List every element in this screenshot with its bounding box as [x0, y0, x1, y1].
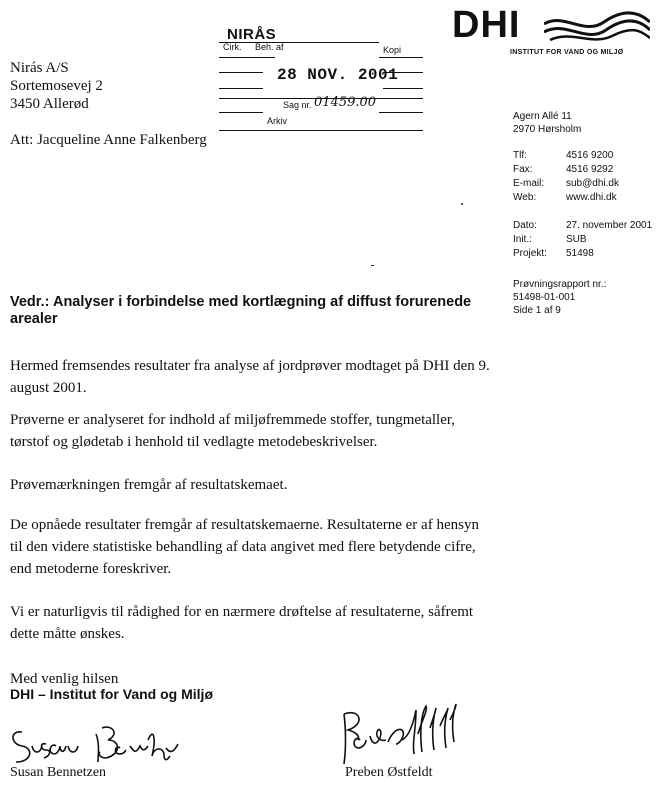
stamp-divider — [219, 130, 423, 131]
stamp-divider — [219, 112, 263, 113]
dhi-logo — [452, 6, 652, 62]
handwritten-signature-1 — [8, 722, 198, 768]
stamp-divider — [379, 112, 423, 113]
stamp-case-label: Sag nr. — [283, 100, 312, 110]
sender-city: 2970 Hørsholm — [513, 124, 582, 135]
closing-greeting: Med venlig hilsen — [10, 671, 119, 687]
subject-line-1: Vedr.: Analyser i forbindelse med kortlægning af diffust forurenede — [10, 294, 472, 310]
body-paragraph-2: Prøverne er analyseret for indhold af miljøfremmede stoffer, tungmetaller, tørstof og glødetab i henhold til vedlagte metodebeskrivelser. — [10, 412, 456, 450]
closing-organization: DHI – Institut for Vand og Miljø — [10, 686, 213, 702]
stamp-divider — [383, 88, 423, 89]
stamp-date: 28 NOV. 2001 — [277, 66, 399, 84]
meta-row-project: Projekt: 51498 — [513, 248, 594, 259]
stamp-col-mid: Beh. af — [255, 42, 284, 52]
stamp-case-number: 01459.00 — [314, 95, 377, 110]
stamp-company: NIRÅS — [227, 26, 277, 43]
stamp-divider — [219, 57, 275, 58]
recipient-name: Nirás A/S — [10, 60, 69, 76]
stamp-divider — [219, 88, 263, 89]
body-paragraph-5: Vi er naturligvis til rådighed for en nærmere drøftelse af resultaterne, såfremt dette måtte ønskes. — [10, 604, 474, 642]
handwritten-signature-2 — [330, 700, 470, 768]
report-label: Prøvningsrapport nr.: — [513, 279, 607, 290]
sender-street: Agern Allé 11 — [513, 111, 572, 122]
signatory-name-2: Preben Østfeldt — [345, 765, 433, 780]
wave-logo-icon — [544, 10, 650, 46]
signature-1 — [8, 722, 208, 790]
meta-row-initials: Init.: SUB — [513, 234, 587, 245]
stamp-divider — [379, 57, 423, 58]
stamp-divider — [219, 42, 379, 43]
stamp-divider — [383, 72, 423, 73]
logo-subtitle: INSTITUT FOR VAND OG MILJØ — [510, 49, 624, 56]
recipient-city: 3450 Allerød — [10, 96, 89, 112]
meta-row-date: Dato: 27. november 2001 — [513, 220, 653, 231]
stamp-col-right: Kopi — [383, 45, 402, 55]
stamp-divider — [219, 72, 263, 73]
report-number: 51498-01-001 — [513, 292, 576, 303]
signature-2 — [330, 700, 530, 790]
scan-speck — [461, 203, 463, 205]
logo-mark: DHI — [452, 4, 521, 46]
body-paragraph-4: De opnåede resultater fremgår af resultatskemaerne. Resultaterne er af hensyn til den videre statistiske behandling af data angivet med flere betydende cifre, end metoderne foreskriver. — [10, 517, 479, 577]
received-stamp — [215, 20, 430, 138]
recipient-address — [10, 59, 103, 113]
contact-row-phone: Tlf: 4516 9200 — [513, 150, 614, 161]
contact-row-fax: Fax: 4516 9292 — [513, 164, 614, 175]
subject-heading — [10, 294, 510, 328]
body-paragraph-1: Hermed fremsendes resultater fra analyse af jordprøver modtaget på DHI den 9. august 2001. — [10, 358, 490, 396]
body-paragraph-3: Prøvemærkningen fremgår af resultatskemaet. — [10, 477, 288, 493]
recipient-attention: Att: Jacqueline Anne Falkenberg — [10, 132, 207, 148]
subject-line-2: arealer — [10, 311, 58, 327]
scan-speck — [371, 265, 374, 266]
page-indicator: Side 1 af 9 — [513, 305, 561, 316]
contact-row-email: E-mail: sub@dhi.dk — [513, 178, 619, 189]
recipient-street: Sortemosevej 2 — [10, 78, 103, 94]
contact-row-web: Web: www.dhi.dk — [513, 192, 617, 203]
stamp-col-left: Cirk. — [223, 42, 242, 52]
stamp-archive-label: Arkiv — [267, 116, 287, 126]
signatory-name-1: Susan Bennetzen — [10, 765, 107, 780]
